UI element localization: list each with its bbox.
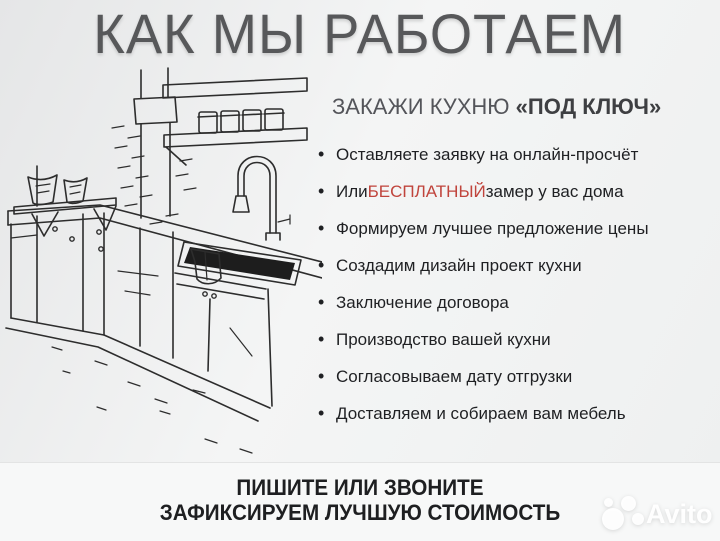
step-text: Создадим дизайн проект кухни <box>336 255 582 275</box>
avito-logo-dot <box>604 498 613 507</box>
list-item <box>318 395 714 432</box>
bullet-icon: • <box>318 144 325 164</box>
page-title: КАК МЫ РАБОТАЕМ <box>93 1 627 65</box>
step-highlight: БЕСПЛАТНЫЙ <box>367 181 486 201</box>
avito-logo-dot <box>621 496 636 511</box>
step-text: Производство вашей кухни <box>336 329 551 349</box>
header <box>0 0 720 66</box>
step-text: Или <box>336 181 368 201</box>
list-item <box>318 210 714 247</box>
footer-line-2: ЗАФИКСИРУЕМ ЛУЧШУЮ СТОИМОСТЬ <box>159 500 561 525</box>
bullet-icon: • <box>318 403 325 423</box>
step-text: Формируем лучшее предложение цены <box>336 218 649 238</box>
bullet-icon: • <box>318 218 325 238</box>
offer-heading-bold: «ПОД КЛЮЧ» <box>515 94 662 119</box>
list-item <box>318 173 714 210</box>
list-item <box>318 321 714 358</box>
step-text: Доставляем и собираем вам мебель <box>336 403 626 423</box>
list-item <box>318 136 714 173</box>
bullet-icon: • <box>318 181 325 201</box>
kitchen-sketch-icon <box>0 66 322 462</box>
bullet-icon: • <box>318 366 325 386</box>
list-item <box>318 358 714 395</box>
list-item <box>318 247 714 284</box>
avito-watermark <box>600 495 713 535</box>
offer-heading-regular: ЗАКАЖИ КУХНЮ <box>332 94 516 119</box>
offer-heading <box>332 94 714 120</box>
bullet-icon: • <box>318 292 325 312</box>
footer-line-1: ПИШИТЕ ИЛИ ЗВОНИТЕ <box>236 475 484 500</box>
list-item <box>318 284 714 321</box>
step-text: Заключение договора <box>336 292 509 312</box>
offer-column <box>318 94 714 432</box>
kitchen-illustration <box>0 66 322 462</box>
avito-logo-label: Avito <box>646 499 713 529</box>
avito-logo-dot <box>602 508 624 530</box>
bullet-icon: • <box>318 329 325 349</box>
avito-logo-dot <box>632 513 644 525</box>
step-text: Согласовываем дату отгрузки <box>336 366 573 386</box>
step-text: Оставляете заявку на онлайн-просчёт <box>336 144 639 164</box>
steps-list <box>318 136 714 432</box>
step-text-after: замер у вас дома <box>485 181 624 201</box>
bullet-icon: • <box>318 255 325 275</box>
